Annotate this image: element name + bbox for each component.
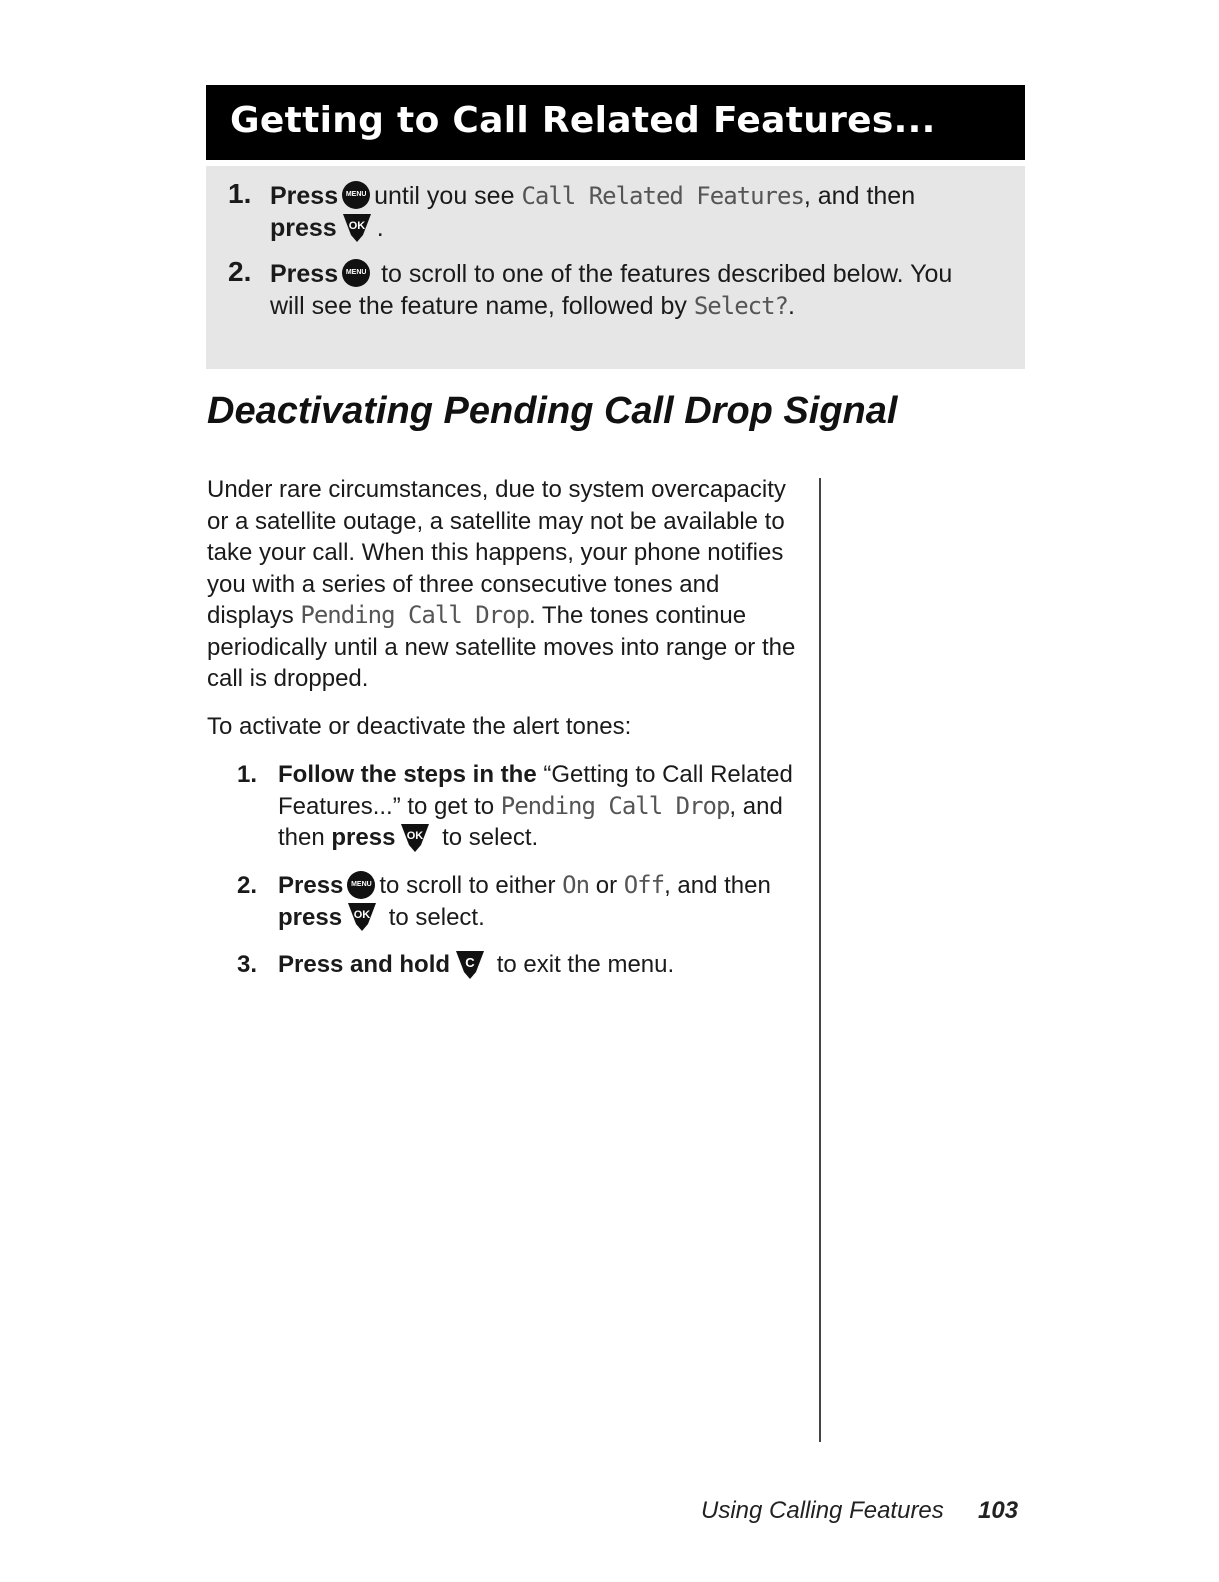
step-action: press [270,214,337,242]
step-text: to select. [442,824,539,851]
step-text: to scroll to one of the features described below. You will see the feature name, followed by [270,260,953,320]
step-text: , and then [803,182,916,210]
list-item [237,759,808,855]
step-action: Press [270,260,339,288]
header-title: Getting to Call Related Features... [230,100,936,141]
list-number: 1. [237,761,258,788]
step-action: Follow the steps in the [278,761,537,788]
clear-key-label: C [465,954,475,970]
lcd-text: Call Related Features [521,182,804,210]
lcd-text: Pending Call Drop [300,601,530,629]
paragraph-text: Under rare circumstances, due to system overcapacity or a satellite outage, a satellite may not be available to take your call. When this happens, your phone notifies you with a series of three consecutive tones and displays [207,476,786,629]
step-number: 2. [228,256,252,287]
step-text: to exit the menu. [496,951,675,978]
step-text: , and then [664,872,771,899]
ok-key-icon [346,900,378,932]
ok-key-icon [399,821,431,853]
intro-step-2 [228,256,990,322]
step-text: . [376,214,384,242]
list-number: 3. [237,951,258,978]
step-text: . [788,292,795,320]
clear-key-icon [454,948,486,980]
lcd-text: Pending Call Drop [500,791,730,820]
column-divider [819,478,821,1442]
intro-step-1 [228,178,970,245]
step-action: Press [270,182,339,210]
step-text: until you see [374,182,515,210]
ok-key-label: OK [353,909,371,922]
ok-key-label: OK [407,829,424,842]
step-action: press [278,903,343,931]
menu-key-icon: MENU [347,871,375,899]
step-text: to scroll to either [379,872,556,899]
step-number: 1. [228,178,252,209]
step-text: “Getting to Call Related Features...” to get to [278,761,793,820]
page-number: 103 [978,1497,1019,1524]
step-text: to select. [388,903,485,931]
list-number: 2. [237,872,258,899]
footer-section-name: Using Calling Features [701,1497,944,1524]
section-header-bar [206,85,1025,160]
step-action: Press [278,872,344,899]
menu-key-icon: MENU [342,259,370,287]
step-text: , and then [278,792,783,851]
step-text: or [595,872,618,899]
menu-key-icon: MENU [342,181,370,209]
paragraph-text: . The tones continue periodically until a new satellite moves into range or the call is dropped. [207,602,796,692]
intro-steps-box [206,166,1025,369]
list-item [237,949,808,982]
section-title: Deactivating Pending Call Drop Signal [207,390,898,432]
body-paragraph-intro: To activate or deactivate the alert tones: [207,713,632,740]
ok-key-icon [341,211,373,243]
step-action: Press and hold [278,951,451,978]
lcd-text: Select? [693,292,789,320]
lcd-text: Off [623,871,665,899]
list-item [237,870,808,934]
lcd-text: On [562,871,590,899]
ok-key-label: OK [348,220,365,233]
step-action: press [331,824,396,851]
body-paragraph [207,474,807,695]
